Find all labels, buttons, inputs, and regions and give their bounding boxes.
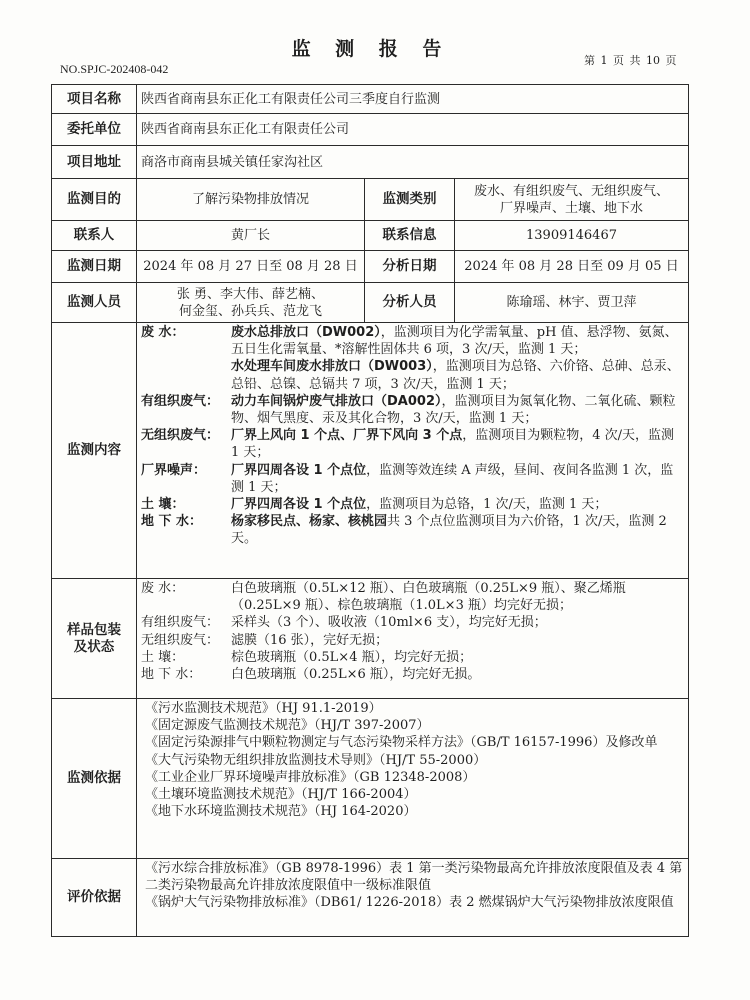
content-detail: ，监测项目为总铬，1 次/天，监测 1 天；	[366, 497, 608, 513]
sample-detail: 滤膜（16 张），完好无损；	[231, 632, 389, 648]
label-purpose: 监测目的	[52, 179, 137, 221]
basis-item: 《污水监测技术规范》（HJ 91.1-2019）	[145, 701, 382, 716]
row-staff	[52, 283, 689, 323]
sample-detail: 棕色玻璃瓶（0.5L×4 瓶），均完好无损；	[231, 649, 473, 665]
sample-category: 土 壤：	[141, 649, 185, 665]
value-project-name: 陕西省商南县东正化工有限责任公司三季度自行监测	[137, 85, 689, 114]
label-monitor-date: 监测日期	[52, 251, 137, 283]
monitor-content-list	[137, 323, 689, 579]
row-monitor-basis	[52, 699, 689, 859]
row-address	[52, 146, 689, 179]
label-project-name: 项目名称	[52, 85, 137, 114]
page-indicator: 第 1 页 共 10 页	[584, 54, 677, 67]
sample-item-soil	[141, 649, 684, 666]
evaluation-basis-list	[137, 859, 689, 937]
content-item-unorganized-gas	[141, 427, 684, 461]
label-monitor-content: 监测内容	[52, 323, 137, 579]
sample-category: 无组织废气：	[141, 632, 220, 648]
content-category: 土 壤：	[141, 497, 185, 513]
content-category: 地 下 水：	[141, 514, 203, 530]
value-category: 废水、有组织废气、无组织废气、 厂界噪声、土壤、地下水	[455, 179, 689, 221]
label-evaluation-basis: 评价依据	[52, 859, 137, 937]
row-sample-packaging	[52, 579, 689, 699]
content-location: 厂界上风向 1 个点、厂界下风向 3 个点	[231, 428, 463, 444]
sample-item-groundwater	[141, 666, 684, 683]
row-dates	[52, 251, 689, 283]
sample-category: 地 下 水：	[141, 667, 202, 683]
label-monitor-basis: 监测依据	[52, 699, 137, 859]
value-address: 商洛市商南县城关镇任家沟社区	[137, 146, 689, 179]
value-analysis-date: 2024 年 08 月 28 日至 09 月 05 日	[455, 251, 689, 283]
content-category: 废 水：	[141, 325, 185, 340]
evaluation-item: 《污水综合排放标准》（GB 8978-1996）表 1 第一类污染物最高允许排放浓度限值及表 4 第二类污染物最高允许排放浓度限值中一级标准限值	[145, 861, 683, 894]
row-monitor-content	[52, 323, 689, 579]
content-detail: ，监测项目为颗粒物，4 次/天，监测 1 天；	[231, 428, 674, 461]
sample-category: 废 水：	[141, 581, 185, 596]
basis-item: 《工业企业厂界环境噪声排放标准》（GB 12348-2008）	[145, 769, 476, 785]
content-location: 杨家移民点、杨家、核桃园	[231, 514, 388, 530]
sample-item-wastewater	[141, 580, 684, 614]
value-contact: 黄厂长	[137, 221, 365, 251]
label-analysis-date: 分析日期	[365, 251, 455, 283]
report-title: 监 测 报 告	[291, 38, 451, 60]
content-item-soil	[141, 496, 684, 513]
content-item-wastewater-main	[141, 324, 684, 358]
label-sample-packaging: 样品包装 及状态	[52, 579, 137, 699]
basis-item: 《固定污染源排气中颗粒物测定与气态污染物采样方法》（GB/T 16157-1996）及修改单	[145, 735, 658, 751]
basis-item: 《大气污染物无组织排放监测技术导则》（HJ/T 55-2000）	[145, 752, 487, 768]
basis-item: 《地下水环境监测技术规范》（HJ 164-2020）	[145, 804, 417, 820]
label-contact-info: 联系信息	[365, 221, 455, 251]
value-client: 陕西省商南县东正化工有限责任公司	[137, 114, 689, 146]
content-detail: ，监测等效连续 A 声级，昼间、夜间各监测 1 次，监测 1 天；	[231, 462, 674, 495]
content-detail: 共 3 个点位监测项目为六价铬，1 次/天，监测 2 天。	[231, 514, 667, 547]
sample-packaging-list	[137, 579, 689, 699]
content-detail: ，监测项目为氮氧化物、二氧化硫、颗粒物、烟气黑度、汞及其化合物，3 次/天，监测 1 天；	[231, 393, 676, 427]
report-table	[51, 84, 689, 937]
content-category	[141, 358, 231, 392]
label-category: 监测类别	[365, 179, 455, 221]
sample-detail: 白色玻璃瓶（0.5L×12 瓶）、白色玻璃瓶（0.25L×9 瓶）、聚乙烯瓶（0.25L×9 瓶）、棕色玻璃瓶（1.0L×3 瓶）均完好无损；	[231, 581, 626, 614]
label-contact: 联系人	[52, 221, 137, 251]
sample-detail: 白色玻璃瓶（0.25L×6 瓶），均完好无损。	[231, 667, 481, 683]
content-category: 无组织废气：	[141, 428, 220, 444]
row-client	[52, 114, 689, 146]
content-item-wastewater-workshop	[141, 358, 684, 392]
content-item-organized-gas	[141, 393, 684, 427]
sample-item-organized-gas	[141, 614, 684, 631]
row-evaluation-basis	[52, 859, 689, 937]
content-category: 有组织废气：	[141, 393, 220, 409]
sample-category: 有组织废气：	[141, 615, 220, 631]
basis-item: 《固定源废气监测技术规范》（HJ/T 397-2007）	[145, 718, 430, 734]
value-monitor-staff: 张 勇、李大伟、薛艺楠、 何金玺、孙兵兵、范龙飞	[137, 283, 365, 323]
basis-item: 《土壤环境监测技术规范》（HJ/T 166-2004）	[145, 787, 417, 803]
content-item-groundwater	[141, 513, 684, 547]
content-detail: ，监测项目为化学需氧量、pH 值、悬浮物、氨氮、五日生化需氧量、*溶解性固体共 6 项，3 次/天，监测 1 天；	[231, 325, 678, 358]
content-location: 动力车间锅炉废气排放口（DA002）	[231, 393, 442, 409]
value-analysis-staff: 陈瑜瑶、林宇、贾卫萍	[455, 283, 689, 323]
content-detail: ，监测项目为总铬、六价铬、总砷、总汞、总铅、总镍、总镉共 7 项，3 次/天，监测 1 天；	[231, 359, 680, 392]
sample-detail: 采样头（3 个）、吸收液（10ml×6 支），均完好无损；	[231, 615, 547, 631]
label-client: 委托单位	[52, 114, 137, 146]
row-purpose	[52, 179, 689, 221]
sample-item-unorganized-gas	[141, 632, 684, 649]
document-number: NO.SPJC-202408-042	[60, 62, 169, 76]
value-purpose: 了解污染物排放情况	[137, 179, 365, 221]
row-project-name	[52, 85, 689, 114]
row-contact	[52, 221, 689, 251]
content-location: 厂界四周各设 1 个点位	[231, 497, 367, 513]
label-monitor-staff: 监测人员	[52, 283, 137, 323]
content-location: 水处理车间废水排放口（DW003）	[231, 359, 433, 375]
monitor-basis-list	[137, 699, 689, 859]
content-location: 厂界四周各设 1 个点位	[231, 462, 367, 478]
value-contact-info: 13909146467	[455, 221, 689, 251]
label-address: 项目地址	[52, 146, 137, 179]
label-analysis-staff: 分析人员	[365, 283, 455, 323]
value-monitor-date: 2024 年 08 月 27 日至 08 月 28 日	[137, 251, 365, 283]
content-category: 厂界噪声：	[141, 462, 207, 478]
content-location: 废水总排放口（DW002）	[231, 325, 381, 340]
evaluation-item: 《锅炉大气污染物排放标准》（DB61/ 1226-2018）表 2 燃煤锅炉大气污染物排放浓度限值	[145, 895, 674, 911]
content-item-noise	[141, 462, 684, 496]
